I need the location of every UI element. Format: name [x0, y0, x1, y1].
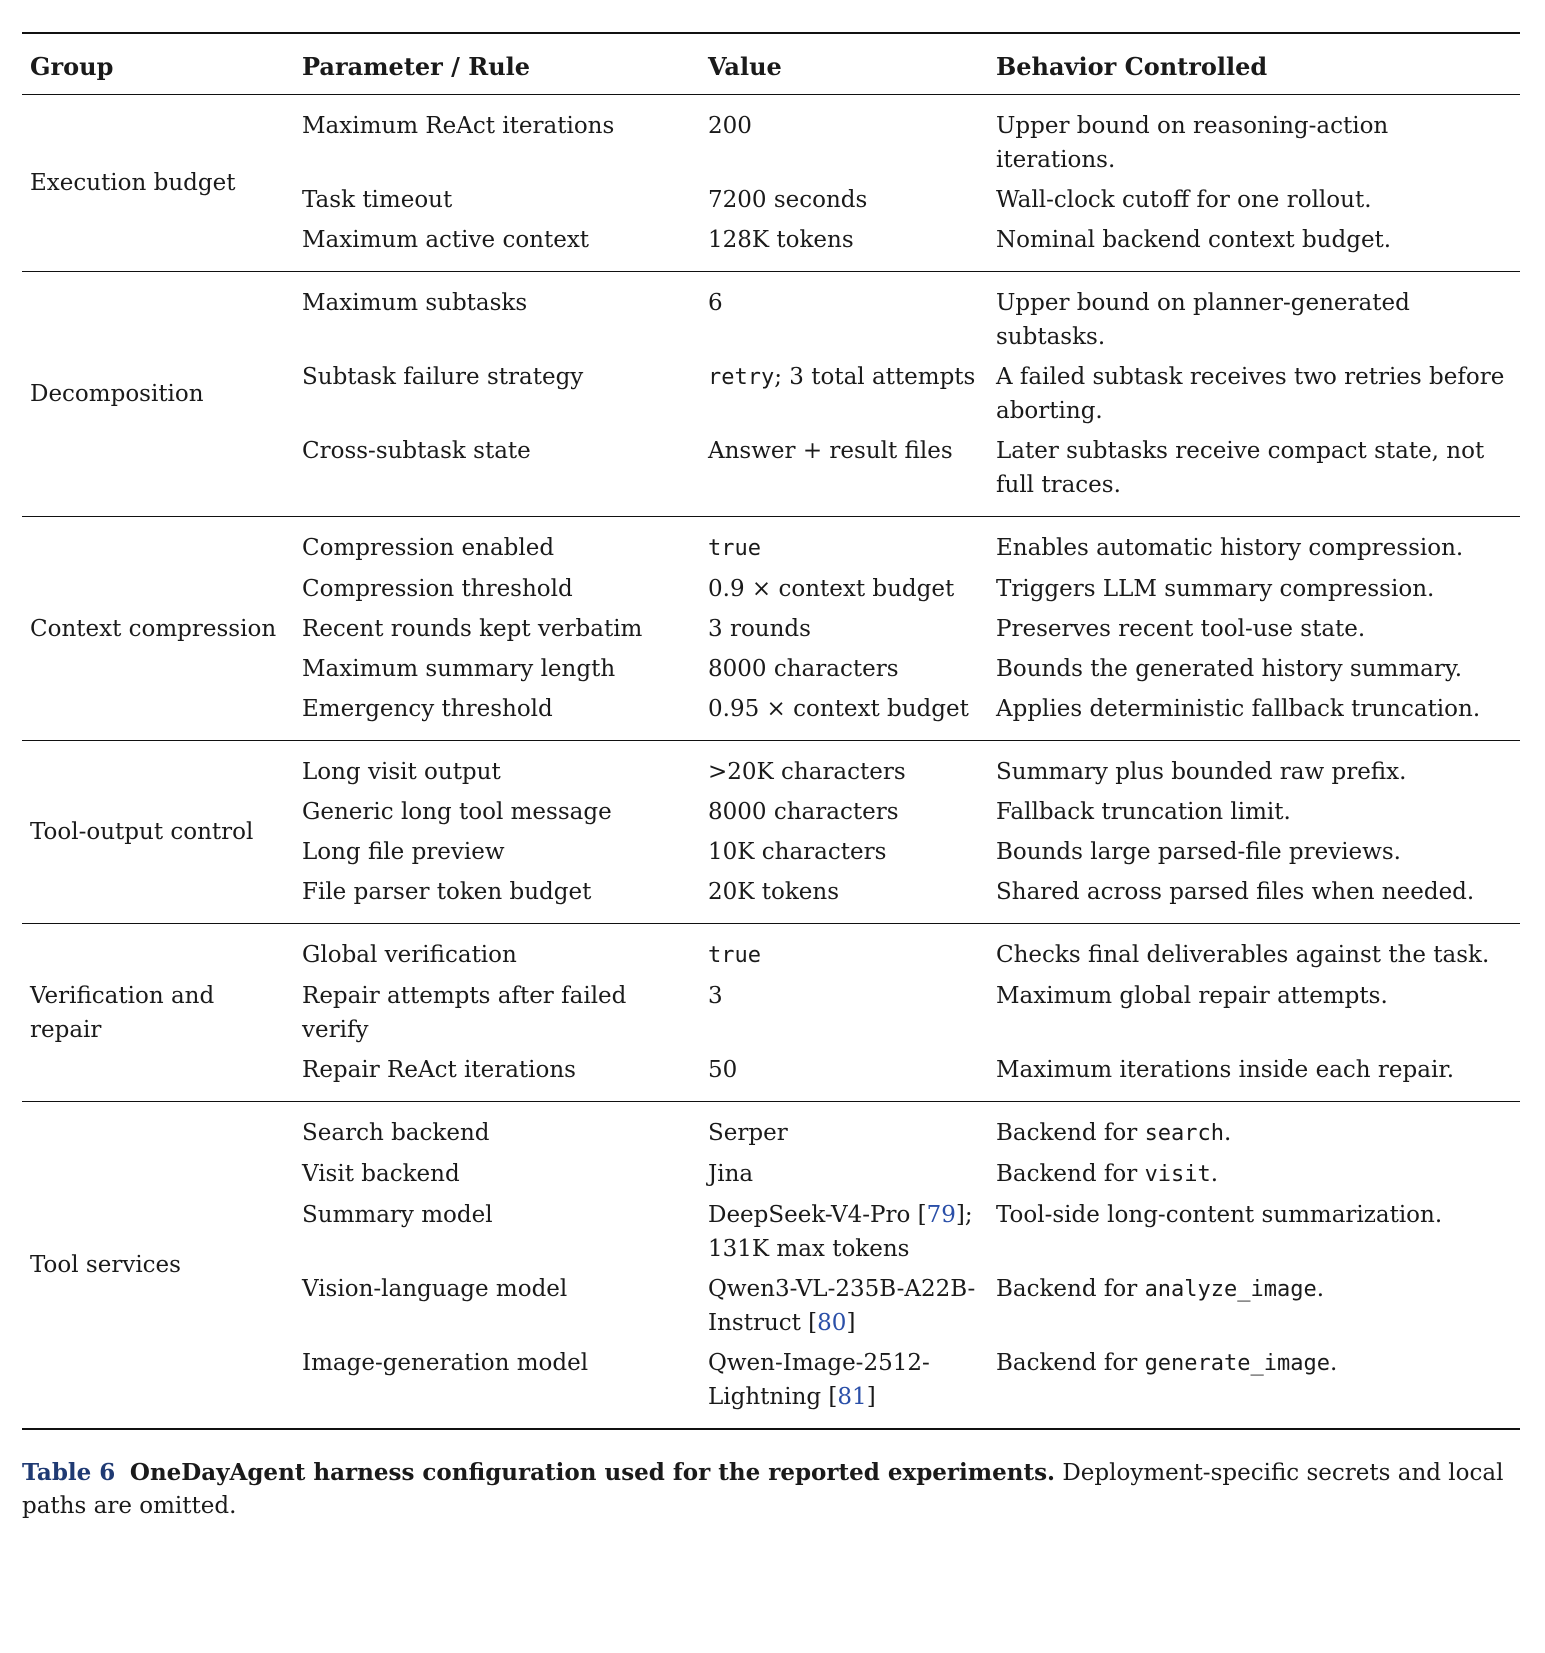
- value-cell: [700, 95, 988, 178]
- caption-title: OneDayAgent harness configuration used for the reported experiments.: [129, 1459, 1056, 1486]
- value-cell: [700, 646, 988, 686]
- value-cell: [700, 606, 988, 646]
- behavior-cell: [988, 95, 1520, 178]
- parameter-cell: Maximum summary length: [302, 656, 616, 682]
- behavior-cell: [988, 1151, 1520, 1192]
- behavior-text: Triggers LLM summary compression.: [996, 576, 1435, 602]
- behavior-cell: [988, 924, 1520, 974]
- value-text: 3 rounds: [708, 616, 811, 642]
- behavior-text: Applies deterministic fallback truncation.: [996, 696, 1481, 722]
- behavior-text: Backend for: [996, 1276, 1145, 1302]
- value-text: 50: [708, 1057, 738, 1083]
- value-text: 128K tokens: [708, 227, 854, 253]
- header-behavior: Behavior Controlled: [996, 51, 1268, 81]
- value-text: DeepSeek-V4-Pro [: [708, 1202, 927, 1228]
- value-cell: [700, 789, 988, 829]
- value-text: 8000 characters: [708, 656, 899, 682]
- parameter-cell: Vision-language model: [302, 1276, 568, 1302]
- parameter-cell: Repair attempts after failed verify: [302, 983, 627, 1043]
- caption-text: Deployment-specific secrets and local paths are omitted.: [22, 1460, 1504, 1519]
- behavior-cell: [988, 272, 1520, 355]
- group-tool-output-control: [22, 741, 1520, 924]
- group-name: Execution budget: [30, 170, 236, 196]
- table-row: [22, 517, 1520, 567]
- behavior-text: Backend for: [996, 1120, 1145, 1146]
- behavior-cell: [988, 646, 1520, 686]
- value-cell: [700, 354, 988, 428]
- value-text-end: ]: [846, 1310, 856, 1336]
- behavior-text: Wall-clock cutoff for one rollout.: [996, 187, 1372, 213]
- behavior-cell: [988, 741, 1520, 790]
- behavior-text: Summary plus bounded raw prefix.: [996, 759, 1407, 785]
- value-text: >20K characters: [708, 759, 906, 785]
- value-text: 20K tokens: [708, 879, 840, 905]
- value-cell: [700, 741, 988, 790]
- value-text: 0.9 × context budget: [708, 576, 955, 602]
- value-code: true: [708, 536, 761, 561]
- group-context-compression: [22, 517, 1520, 741]
- table-row: [22, 924, 1520, 974]
- behavior-text: Checks final deliverables against the task.: [996, 942, 1490, 968]
- behavior-text: Bounds the generated history summary.: [996, 656, 1463, 682]
- caption-label: Table 6: [22, 1459, 116, 1486]
- value-cell: [700, 924, 988, 974]
- behavior-cell: [988, 1266, 1520, 1340]
- value-cell: [700, 272, 988, 355]
- behavior-code: generate_image: [1144, 1351, 1330, 1376]
- behavior-cell: [988, 428, 1520, 517]
- behavior-text: Upper bound on reasoning-action iterations.: [996, 113, 1389, 173]
- behavior-text: Tool-side long-content summarization.: [996, 1202, 1443, 1228]
- behavior-cell: [988, 1192, 1520, 1266]
- value-text: 10K characters: [708, 839, 887, 865]
- header-group: Group: [30, 51, 114, 81]
- group-name: Verification and repair: [30, 982, 215, 1043]
- behavior-cell: [988, 973, 1520, 1047]
- behavior-text-end: .: [1210, 1161, 1219, 1187]
- behavior-text-end: .: [1330, 1350, 1338, 1376]
- behavior-text: Later subtasks receive compact state, not full traces.: [996, 438, 1485, 498]
- parameter-cell: Compression enabled: [302, 535, 555, 561]
- value-cell: [700, 517, 988, 567]
- value-cell: [700, 1047, 988, 1102]
- behavior-cell: [988, 1340, 1520, 1429]
- value-text: Jina: [708, 1161, 754, 1187]
- behavior-code: visit: [1144, 1162, 1211, 1187]
- behavior-cell: [988, 606, 1520, 646]
- group-name: Decomposition: [30, 381, 204, 407]
- value-text: 200: [708, 113, 752, 139]
- group-tool-services: [22, 1102, 1520, 1430]
- table-header-row: [22, 33, 1520, 95]
- behavior-cell: [988, 517, 1520, 567]
- behavior-text: Backend for: [996, 1350, 1145, 1376]
- value-text: Answer + result files: [708, 438, 953, 464]
- value-text: ; 3 total attempts: [774, 364, 976, 390]
- value-cell: [700, 1266, 988, 1340]
- behavior-text: Maximum iterations inside each repair.: [996, 1057, 1455, 1083]
- parameter-cell: Cross-subtask state: [302, 438, 531, 464]
- behavior-text: Backend for: [996, 1161, 1145, 1187]
- parameter-cell: Maximum ReAct iterations: [302, 113, 615, 139]
- group-verification-and-repair: [22, 924, 1520, 1102]
- behavior-cell: [988, 686, 1520, 741]
- value-cell: [700, 177, 988, 217]
- value-code: true: [708, 943, 761, 968]
- behavior-text: Upper bound on planner-generated subtasks.: [996, 290, 1410, 350]
- parameter-cell: Generic long tool message: [302, 799, 612, 825]
- behavior-text-end: .: [1224, 1120, 1232, 1146]
- group-decomposition: [22, 272, 1520, 517]
- value-cell: [700, 1151, 988, 1192]
- parameter-cell: Maximum active context: [302, 227, 590, 253]
- value-cell: [700, 686, 988, 741]
- parameter-cell: File parser token budget: [302, 879, 592, 905]
- citation-link[interactable]: 79: [926, 1202, 956, 1228]
- behavior-text: A failed subtask receives two retries before aborting.: [996, 364, 1505, 424]
- parameter-cell: Summary model: [302, 1202, 493, 1228]
- citation-link[interactable]: 80: [817, 1310, 847, 1336]
- behavior-cell: [988, 177, 1520, 217]
- table-row: [22, 1102, 1520, 1152]
- table-row: [22, 95, 1520, 178]
- behavior-cell: [988, 566, 1520, 606]
- behavior-text: Fallback truncation limit.: [996, 799, 1291, 825]
- behavior-text: Preserves recent tool-use state.: [996, 616, 1366, 642]
- header-value: Value: [708, 51, 782, 81]
- group-name: Tool-output control: [30, 819, 254, 845]
- value-text: 0.95 × context budget: [708, 696, 969, 722]
- value-cell: [700, 566, 988, 606]
- parameter-cell: Subtask failure strategy: [302, 364, 584, 390]
- value-cell: [700, 973, 988, 1047]
- behavior-cell: [988, 1102, 1520, 1152]
- value-cell: [700, 1102, 988, 1152]
- value-cell: [700, 1192, 988, 1266]
- config-table: [22, 32, 1520, 1430]
- behavior-text: Bounds large parsed-file previews.: [996, 839, 1401, 865]
- parameter-cell: Repair ReAct iterations: [302, 1057, 576, 1083]
- table-caption: [22, 1456, 1520, 1523]
- behavior-text-end: .: [1316, 1276, 1325, 1302]
- group-name: Tool services: [30, 1252, 181, 1278]
- parameter-cell: Maximum subtasks: [302, 290, 528, 316]
- behavior-text: Shared across parsed files when needed.: [996, 879, 1475, 905]
- value-cell: [700, 1340, 988, 1429]
- behavior-cell: [988, 1047, 1520, 1102]
- value-text: 8000 characters: [708, 799, 899, 825]
- header-parameter: Parameter / Rule: [302, 51, 531, 81]
- parameter-cell: Global verification: [302, 942, 517, 968]
- parameter-cell: Long file preview: [302, 839, 505, 865]
- parameter-cell: Long visit output: [302, 759, 501, 785]
- value-text-end: ]: [866, 1384, 876, 1410]
- behavior-cell: [988, 829, 1520, 869]
- value-cell: [700, 428, 988, 517]
- parameter-cell: Search backend: [302, 1120, 490, 1146]
- citation-link[interactable]: 81: [837, 1384, 867, 1410]
- behavior-code: analyze_image: [1144, 1277, 1317, 1302]
- table-row: [22, 741, 1520, 790]
- value-cell: [700, 869, 988, 924]
- behavior-cell: [988, 869, 1520, 924]
- behavior-text: Maximum global repair attempts.: [996, 983, 1388, 1009]
- value-text: 6: [708, 290, 723, 316]
- value-text: 7200 seconds: [708, 187, 868, 213]
- value-code: retry: [708, 365, 775, 390]
- parameter-cell: Task timeout: [302, 187, 453, 213]
- value-cell: [700, 217, 988, 272]
- parameter-cell: Image-generation model: [302, 1350, 589, 1376]
- parameter-cell: Visit backend: [302, 1161, 460, 1187]
- behavior-cell: [988, 789, 1520, 829]
- value-text-end: ]; 131K max tokens: [708, 1202, 973, 1262]
- parameter-cell: Compression threshold: [302, 576, 573, 602]
- behavior-text: Nominal backend context budget.: [996, 227, 1392, 253]
- value-text: Serper: [708, 1120, 788, 1146]
- value-text: 3: [708, 983, 723, 1009]
- table-page: [22, 32, 1520, 1523]
- group-name: Context compression: [30, 615, 277, 642]
- behavior-cell: [988, 217, 1520, 272]
- behavior-text: Enables automatic history compression.: [996, 535, 1464, 561]
- parameter-cell: Recent rounds kept verbatim: [302, 616, 643, 642]
- table-row: [22, 272, 1520, 355]
- value-text: Qwen3-VL-235B-A22B-Instruct [: [708, 1276, 976, 1336]
- value-text: Qwen-Image-2512-Lightning [: [708, 1350, 930, 1410]
- value-cell: [700, 829, 988, 869]
- parameter-cell: Emergency threshold: [302, 696, 553, 722]
- group-execution-budget: [22, 95, 1520, 272]
- behavior-cell: [988, 354, 1520, 428]
- behavior-code: search: [1144, 1121, 1225, 1146]
